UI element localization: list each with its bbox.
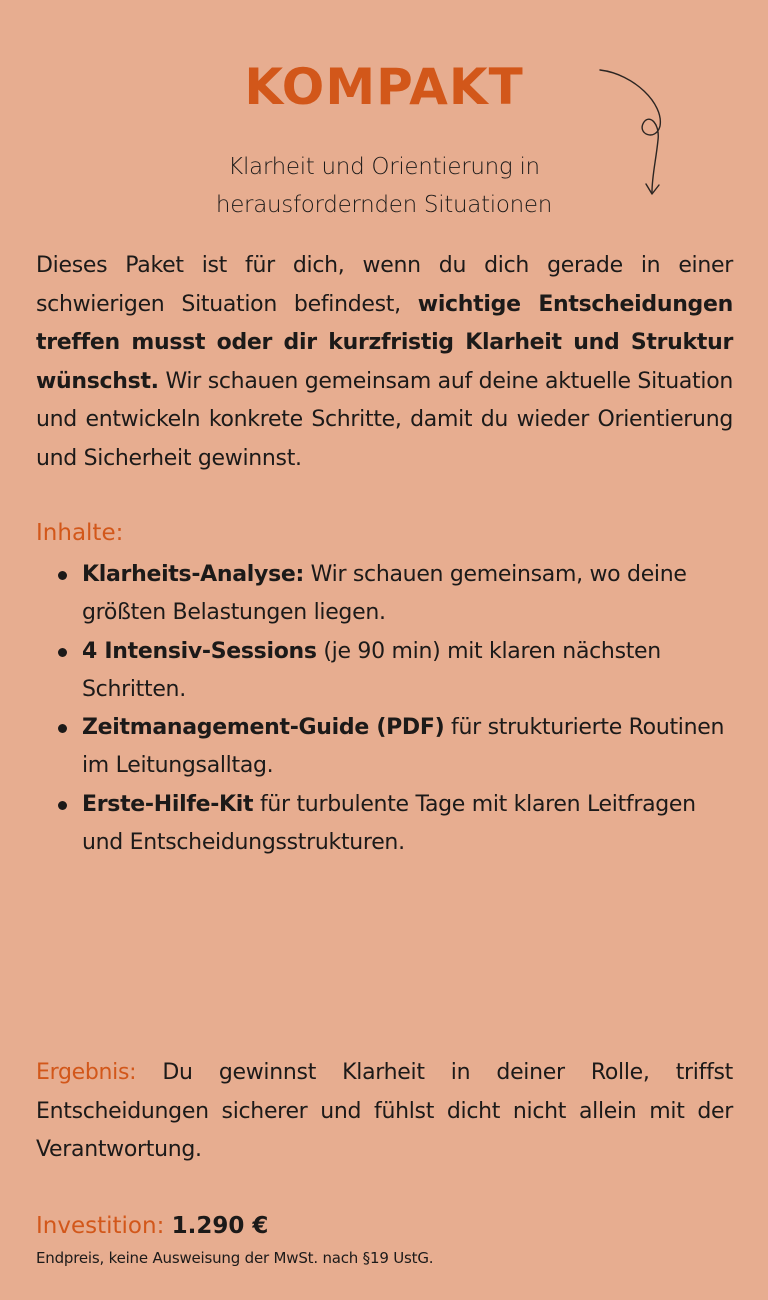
package-title: KOMPAKT [244, 58, 524, 116]
list-item [36, 786, 738, 863]
package-subtitle [0, 148, 768, 224]
subtitle-line-1: Klarheit und Orientierung in [228, 154, 540, 180]
intro-paragraph [36, 247, 733, 478]
list-item-title: Klarheits-Analyse: [82, 562, 304, 587]
list-item-title: 4 Intensiv-Sessions [82, 638, 317, 664]
list-item-title: Zeitmanagement-Guide (PDF) [82, 715, 445, 741]
contents-list [36, 556, 738, 862]
list-item [36, 633, 738, 710]
price-value: 1.290 € [171, 1213, 269, 1239]
price-line [36, 1207, 268, 1245]
intro-text-start: Dieses Paket ist für dich, wenn du dich gerade in einer schwierigen Situation befindest, [36, 253, 733, 317]
tax-note: Endpreis, keine Ausweisung der MwSt. nach §19 UstG. [36, 1249, 434, 1267]
price-label: Investition: [36, 1213, 165, 1239]
result-label: Ergebnis: [36, 1060, 137, 1085]
list-item-text: Wir schauen gemeinsam, wo deine größten Belastungen liegen. [82, 562, 687, 626]
list-item-text: (je 90 min) mit klaren nächsten Schritten. [82, 638, 661, 702]
list-item [36, 709, 738, 786]
list-item-title: Erste-Hilfe-Kit [82, 791, 254, 817]
result-paragraph [36, 1054, 733, 1170]
intro-text-end: Wir schauen gemeinsam auf deine aktuelle Situation und entwickeln konkrete Schritte, damit du wieder Orientierung und Sicherheit gewinnst. [36, 368, 733, 471]
list-item [36, 556, 738, 633]
result-text: Du gewinnst Klarheit in deiner Rolle, triffst Entscheidungen sicherer und fühlst dicht nicht allein mit der Verantwortung. [36, 1060, 733, 1162]
intro-text-bold: wichtige Entscheidungen treffen musst oder dir kurzfristig Klarheit und Struktur wünschst. [36, 291, 733, 394]
list-item-text: für turbulente Tage mit klaren Leitfragen und Entscheidungsstrukturen. [82, 791, 696, 856]
subtitle-line-2: herausfordernden Situationen [215, 192, 553, 218]
contents-heading: Inhalte: [36, 520, 124, 546]
list-item-text: für strukturierte Routinen im Leitungsalltag. [82, 715, 725, 779]
